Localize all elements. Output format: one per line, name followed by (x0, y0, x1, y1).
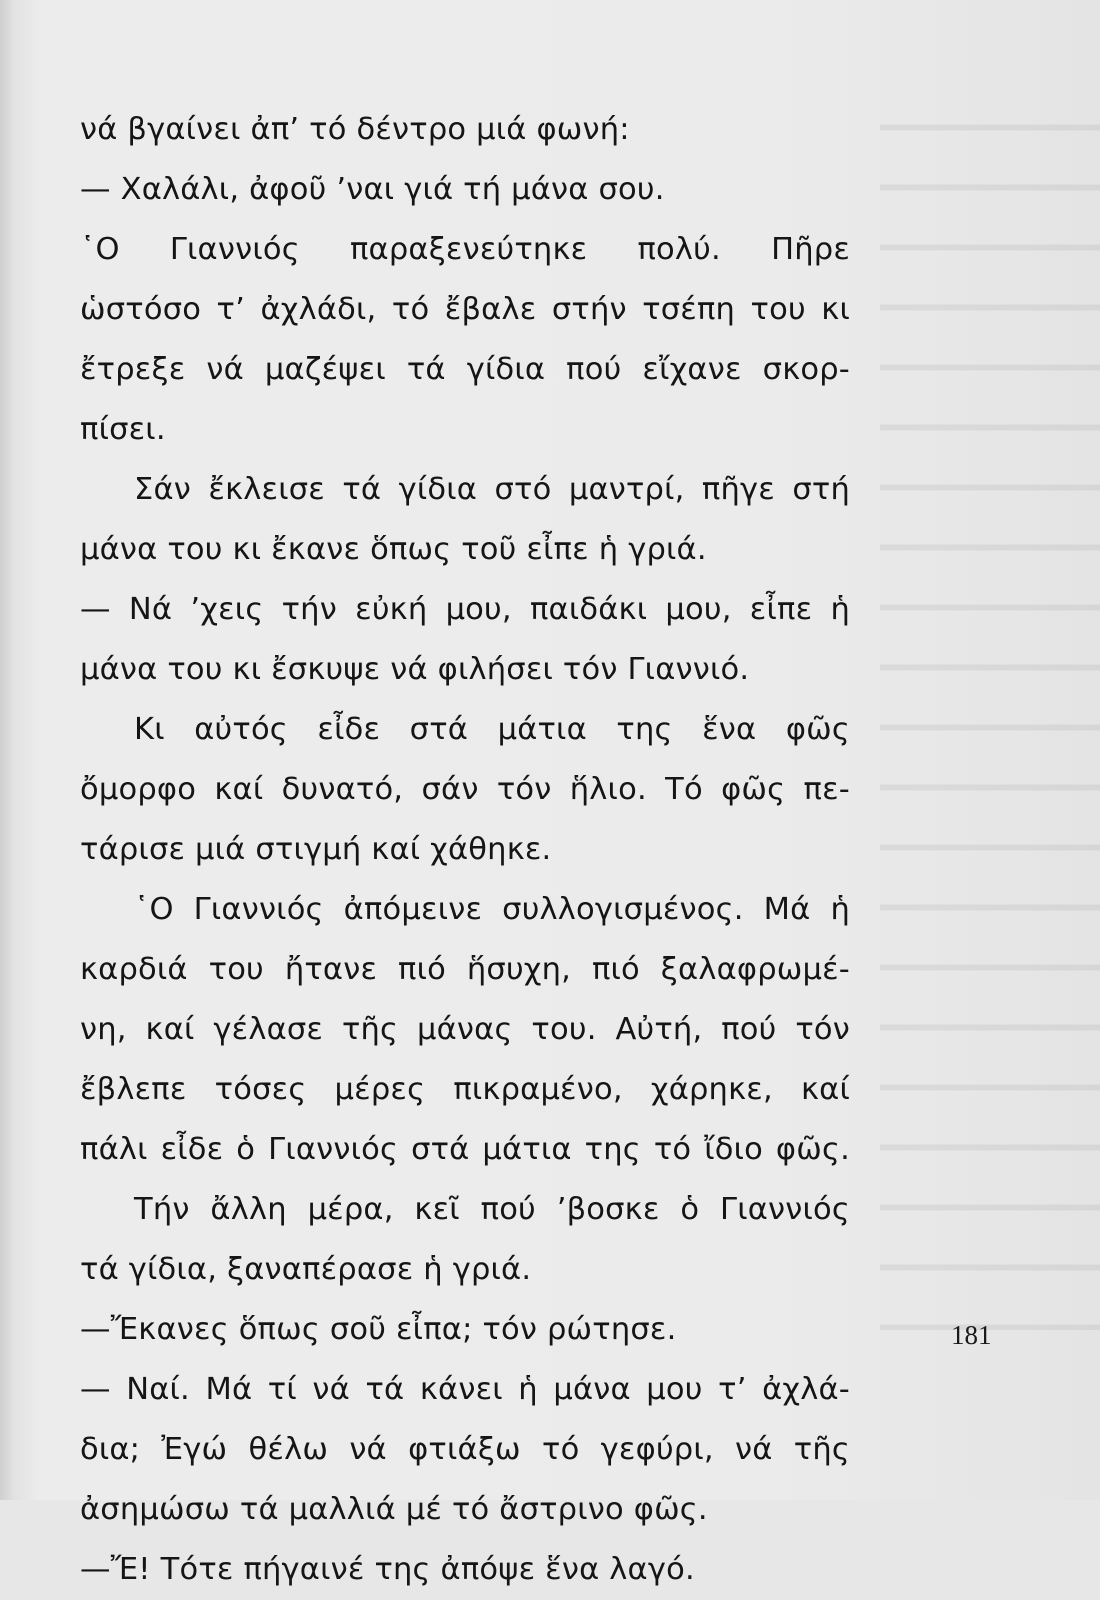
show-through-texture (880, 90, 1100, 1330)
text-line: τά γίδια, ξαναπέρασε ἡ γριά. (80, 1252, 532, 1287)
text-line: πίσει. (80, 412, 166, 447)
text-line: —Ἔκανες ὅπως σοῦ εἶπα; τόν ρώτησε. (80, 1312, 677, 1347)
text-line: δια; Ἐγώ θέλω νά φτιάξω τό γεφύρι, νά τῆς (80, 1432, 850, 1467)
text-line: νη, καί γέλασε τῆς μάνας του. Αὐτή, πού τόν (80, 1012, 850, 1047)
text-line: ὄμορφο καί δυνατό, σάν τόν ἥλιο. Τό φῶς πε- (80, 772, 850, 807)
body-text (80, 100, 850, 1600)
text-line: πάλι εἶδε ὁ Γιαννιός στά μάτια της τό ἴδιο φῶς. (80, 1132, 850, 1167)
text-line: ῾Ο Γιαννιός ἀπόμεινε συλλογισμένος. Μά ἡ (134, 892, 850, 927)
text-line: Τήν ἄλλη μέρα, κεῖ πού ’βοσκε ὁ Γιαννιός (134, 1192, 850, 1227)
text-line: μάνα του κι ἔκανε ὅπως τοῦ εἶπε ἡ γριά. (80, 532, 707, 567)
text-line: —Ἔ! Τότε πήγαινέ της ἀπόψε ἕνα λαγό. (80, 1552, 695, 1587)
text-line: νά βγαίνει ἀπ’ τό δέντρο μιά φωνή: (80, 112, 630, 147)
text-line: τάρισε μιά στιγμή καί χάθηκε. (80, 832, 552, 867)
text-line: μάνα του κι ἔσκυψε νά φιλήσει τόν Γιαννιό. (80, 652, 750, 687)
text-line: Σάν ἔκλεισε τά γίδια στό μαντρί, πῆγε στή (134, 472, 850, 507)
text-line: — Χαλάλι, ἀφοῦ ’ναι γιά τή μάνα σου. (80, 172, 665, 207)
text-line: καρδιά του ἤτανε πιό ἥσυχη, πιό ξαλαφρωμέ- (80, 952, 850, 987)
text-line: Κι αὐτός εἶδε στά μάτια της ἕνα φῶς (134, 712, 850, 747)
text-line: ὡστόσο τ’ ἀχλάδι, τό ἔβαλε στήν τσέπη του κι (80, 292, 850, 327)
text-line: ἔτρεξε νά μαζέψει τά γίδια πού εἴχανε σκορ- (80, 352, 850, 387)
text-line: — Ναί. Μά τί νά τά κάνει ἡ μάνα μου τ’ ἀχλά- (80, 1372, 850, 1407)
text-line: ἀσημώσω τά μαλλιά μέ τό ἄστρινο φῶς. (80, 1492, 708, 1527)
page-number: 181 (951, 1320, 992, 1350)
text-line: — Νά ’χεις τήν εὐκή μου, παιδάκι μου, εἶπε ἡ (80, 592, 850, 627)
text-line: ἔβλεπε τόσες μέρες πικραμένο, χάρηκε, καί (80, 1072, 850, 1107)
text-line: ῾Ο Γιαννιός παραξενεύτηκε πολύ. Πῆρε (80, 232, 850, 267)
